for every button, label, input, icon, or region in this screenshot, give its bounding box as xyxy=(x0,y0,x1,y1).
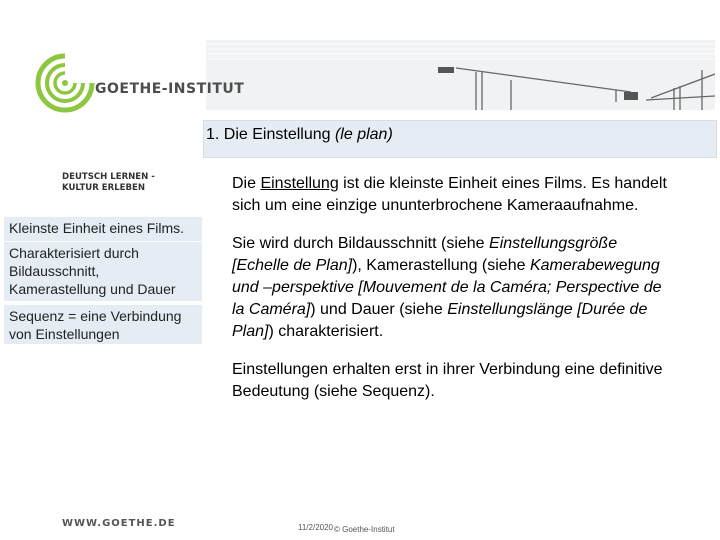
text-run: Sie wird durch Bildausschnitt (siehe xyxy=(232,235,490,252)
crane-counterweight xyxy=(438,67,454,73)
slogan xyxy=(62,172,155,194)
sidebar-item: Sequenz = eine Verbindung von Einstellungen xyxy=(4,305,202,344)
ref-einstellungslaenge: Einstellungslänge [Durée de Plan] xyxy=(232,301,648,340)
logo-swirl-icon xyxy=(30,48,100,118)
text-run: ) und Dauer (siehe xyxy=(310,301,448,318)
main-content xyxy=(232,173,672,419)
slogan-line2: KULTUR ERLEBEN xyxy=(62,183,146,193)
footer-copyright: © Goethe-Institut xyxy=(334,525,395,534)
ref-einstellungsgroesse: Einstellungsgröße [Echelle de Plan] xyxy=(232,235,618,274)
term-einstellung: Einstellung xyxy=(260,175,339,192)
text-run: Die xyxy=(232,175,261,192)
logo-wordmark: GOETHE-INSTITUT xyxy=(95,81,245,97)
cranes-illustration xyxy=(206,40,715,110)
sidebar-item: Kleinste Einheit eines Films. xyxy=(4,217,202,241)
ref-kamerabewegung: Kamerabewegung und –perspektive [Mouvement de la Caméra; Perspective de la Caméra] xyxy=(232,257,662,318)
header-banner-image xyxy=(206,40,715,110)
slide-title xyxy=(206,126,393,144)
text-run: ist die kleinste Einheit eines Films. Es handelt sich um eine einzige ununterbrochene Kameraaufnahme. xyxy=(232,175,667,214)
title-italic: (le plan) xyxy=(334,126,393,143)
text-run: ), Kamerastellung (siehe xyxy=(352,257,530,274)
paragraph-characteristics xyxy=(232,233,672,343)
slogan-line1: DEUTSCH LERNEN - xyxy=(62,172,155,182)
title-main: 1. Die Einstellung xyxy=(206,126,335,143)
sidebar-item: Charakterisiert durch Bildausschnitt, Kamerastellung und Dauer xyxy=(4,242,202,301)
paragraph-sequence: Einstellungen erhalten erst in ihrer Verbindung eine definitive Bedeutung (siehe Sequenz). xyxy=(232,361,663,400)
paragraph-definition xyxy=(232,173,672,217)
footer-url: WWW.GOETHE.DE xyxy=(62,518,176,529)
text-run: ) charakterisiert. xyxy=(268,323,384,340)
footer-date: 11/2/2020 xyxy=(298,523,333,532)
